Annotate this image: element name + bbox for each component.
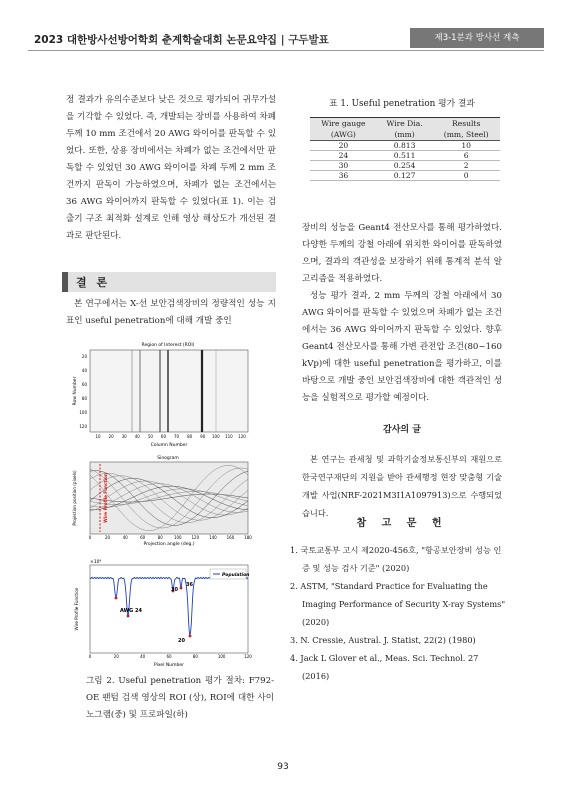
roi-y-tick-label: 60 xyxy=(81,382,87,387)
roi-y-ticks xyxy=(79,354,87,429)
figure-caption: 그림 2. Useful penetration 평가 절차: F792-OE 팬텀 검색 영상의 ROI (상), ROI에 대한 사이노그램(중) 및 프로파일(하) xyxy=(86,676,274,720)
dip-marker xyxy=(115,597,118,600)
results-table xyxy=(310,117,500,181)
roi-y-tick-label: 120 xyxy=(79,424,87,429)
header-journal-title: 2023 대한방사선방어학회 춘계학술대회 논문요약집 xyxy=(34,34,278,46)
results-paragraph: 정 결과가 유의수준보다 낮은 것으로 평가되어 귀무가설을 기각할 수 있었다. 즉, 개발되는 장비를 사용하여 차폐 두께 10 mm 조건에서 20 AWG 와이어를 판독할 수 있었다. 또한, 상용 장비에서는 차폐가 없는 조건에서만 판독할 수 있었던 30 AWG 와이어를 차폐 두께 2 mm 조건까지 판독이 가능하였으며, 차폐가 없는 조건에서는 36 AWG 와이어까지 판독할 수 있었다(표 1). 이는 검출기 구조 최적화 설계로 인해 영상 해상도가 개선된 결과로 판단된다. xyxy=(66,95,276,241)
table-caption: 표 1. Useful penetration 평가 결과 xyxy=(329,99,475,109)
profile-x-tick-label: 60 xyxy=(166,654,172,659)
roi-image-panel xyxy=(68,338,258,448)
roi-x-tick-label: 30 xyxy=(121,434,127,439)
profile-y-label: Wire Profile Function xyxy=(74,587,79,631)
roi-x-tick-label: 110 xyxy=(225,434,233,439)
table-subheader-cell: (AWG) xyxy=(310,129,377,141)
reference-item: 1. 국토교통부 고시 제2020-456호, "항공보안장비 성능 인증 및 성능 검사 기준" (2020) xyxy=(290,545,502,573)
table-cell: 30 xyxy=(310,161,377,171)
profile-x-tick-label: 100 xyxy=(217,654,226,659)
roi-y-label: Row Number xyxy=(73,376,78,406)
roi-y-tick-label: 40 xyxy=(81,368,87,373)
roi-x-tick-label: 50 xyxy=(147,434,153,439)
sinogram-x-tick-label: 120 xyxy=(191,535,200,540)
header-session-box: 제3-1분과 방사선 계측 xyxy=(410,28,544,48)
acknowledgement-body: 본 연구는 관세청 및 과학기술정보통신부의 재원으로 한국연구재단의 지원을 받아 관세행정 현장 맞춤형 기술개발 사업(NRF-2021M3I1A1097913)으로 수행되었습니다. xyxy=(302,454,502,518)
conclusion-intro xyxy=(66,296,276,330)
roi-y-tick-label: 20 xyxy=(81,354,87,359)
table-cell: 0.127 xyxy=(377,171,433,181)
dip-marker xyxy=(180,587,183,590)
sinogram-x-tick-label: 140 xyxy=(209,535,217,540)
label-awg-36: 36 xyxy=(186,582,193,588)
legend-label: Population xyxy=(222,573,250,578)
sinogram-x-tick-label: 100 xyxy=(173,535,182,540)
table-header-cell: Results xyxy=(432,118,500,130)
roi-y-tick-label: 80 xyxy=(81,396,87,401)
reference-item: 3. N. Cressie, Austral. J. Statist, 22(2) (1980) xyxy=(290,635,476,645)
roi-x-ticks xyxy=(95,434,246,439)
reference-item: 4. Jack L Glover et al., Meas. Sci. Technol. 27 (2016) xyxy=(290,653,479,681)
conclusion-heading xyxy=(62,272,276,292)
method-paragraph: 장비의 성능을 Geant4 전산모사를 통해 평가하였다. 다양한 두께의 강철 아래에 위치한 와이어를 판독하였으며, 결과의 객관성을 보장하기 위해 통계적 분석 알고리즘을 적용하였다. xyxy=(302,223,502,284)
roi-x-tick-label: 90 xyxy=(200,434,206,439)
sinogram-x-tick-label: 80 xyxy=(157,535,163,540)
table-cell: 0.254 xyxy=(377,161,433,171)
section-title: 결 론 xyxy=(76,276,111,289)
roi-y-tick-label: 100 xyxy=(79,410,87,415)
page-header xyxy=(28,26,544,50)
table-row xyxy=(310,141,500,151)
sinogram-x-tick-label: 60 xyxy=(140,535,146,540)
roi-x-label: Column Number xyxy=(150,443,188,448)
roi-x-tick-label: 120 xyxy=(238,434,246,439)
profile-scale: ×10⁴ xyxy=(90,560,102,565)
sinogram-x-tick-label: 180 xyxy=(244,535,252,540)
section-bar xyxy=(62,272,68,292)
table-cell: 0.511 xyxy=(377,151,433,161)
table-row xyxy=(310,161,500,171)
right-column xyxy=(302,220,502,407)
label-awg-30: 30 xyxy=(171,587,178,593)
header-section-type: | 구두발표 xyxy=(280,34,329,46)
references-list xyxy=(290,541,508,685)
sinogram-x-label: Projection angle (deg.) xyxy=(143,542,195,547)
page-number: 93 xyxy=(277,762,289,772)
profile-x-tick-label: 80 xyxy=(192,654,198,659)
roi-x-tick-label: 40 xyxy=(134,434,140,439)
sinogram-x-ticks xyxy=(89,535,253,540)
table-cell: 36 xyxy=(310,171,377,181)
label-awg-20: 20 xyxy=(178,638,185,644)
table-row xyxy=(310,151,500,161)
roi-x-tick-label: 20 xyxy=(108,434,114,439)
evaluation-paragraph: 성능 평가 결과, 2 mm 두께의 강철 아래에서 30 AWG 와이어를 판독할 수 있었으며 차폐가 없는 조건에서는 36 AWG 와이어까지 판독할 수 있었다. 향후 Geant4 전산모사를 통해 가변 관전압 조건(80~160 kVp)에 대한 useful penetration을 평가하고, 이를 바탕으로 개발 중인 보안검색장비에 대한 객관적인 성능을 실험적으로 평가할 예정이다. xyxy=(302,291,502,403)
table-subheader-cell: (mm) xyxy=(377,129,433,141)
roi-x-tick-label: 70 xyxy=(173,434,180,439)
sinogram-y-label: Projection position (pixels) xyxy=(72,470,77,526)
table-cell: 6 xyxy=(432,151,500,161)
header-divider xyxy=(28,50,544,51)
table-cell: 10 xyxy=(432,141,500,151)
table-cell: 20 xyxy=(310,141,377,151)
roi-title: Region of Interest (ROI) xyxy=(141,343,195,348)
dip-marker xyxy=(127,615,130,618)
profile-x-tick-label: 20 xyxy=(113,654,119,659)
table-header-cell: Wire gauge xyxy=(310,118,377,130)
table-row xyxy=(310,171,500,181)
profile-x-tick-label: 0 xyxy=(88,654,92,659)
table-subheader-cell: (mm, Steel) xyxy=(432,129,500,141)
label-awg-24: AWG 24 xyxy=(120,608,142,614)
sinogram-title: Sinogram xyxy=(157,456,179,461)
table-header-cell: Wire Dia. xyxy=(377,118,433,130)
table-cell: 24 xyxy=(310,151,377,161)
profile-x-tick-label: 120 xyxy=(244,654,252,659)
roi-frame xyxy=(90,350,248,432)
sinogram-annotation: Wire Profile Function xyxy=(103,473,108,523)
acknowledgement-text xyxy=(302,450,502,522)
profile-x-tick-label: 40 xyxy=(140,654,146,659)
sinogram-x-tick-label: 0 xyxy=(88,535,92,540)
references-title: 참 고 문 헌 xyxy=(356,518,448,529)
roi-x-tick-label: 80 xyxy=(187,434,193,439)
sinogram-x-tick-label: 160 xyxy=(226,535,235,540)
roi-x-tick-label: 10 xyxy=(95,434,101,439)
sinogram-panel xyxy=(68,452,258,548)
profile-x-label: Pixel Number xyxy=(154,663,184,668)
roi-x-tick-label: 60 xyxy=(160,434,167,439)
table-cell: 0 xyxy=(432,171,500,181)
left-column xyxy=(66,92,276,245)
roi-x-tick-label: 100 xyxy=(211,434,220,439)
reference-item: 2. ASTM, "Standard Practice for Evaluating the Imaging Performance of Security X-ray Systems" (2020) xyxy=(290,581,506,627)
dip-marker xyxy=(189,635,192,638)
table-cell: 2 xyxy=(432,161,500,171)
profile-panel xyxy=(68,556,258,668)
header-title xyxy=(34,32,329,47)
conclusion-paragraph: 본 연구에서는 X-선 보안검색장비의 정량적인 성능 지표인 useful penetration에 대해 개발 중인 xyxy=(66,299,276,326)
acknowledgement-title: 감사의 글 xyxy=(383,425,421,435)
table-cell: 0.813 xyxy=(377,141,433,151)
sinogram-x-tick-label: 20 xyxy=(105,535,111,540)
sinogram-x-tick-label: 40 xyxy=(122,535,128,540)
profile-x-ticks xyxy=(89,654,253,659)
